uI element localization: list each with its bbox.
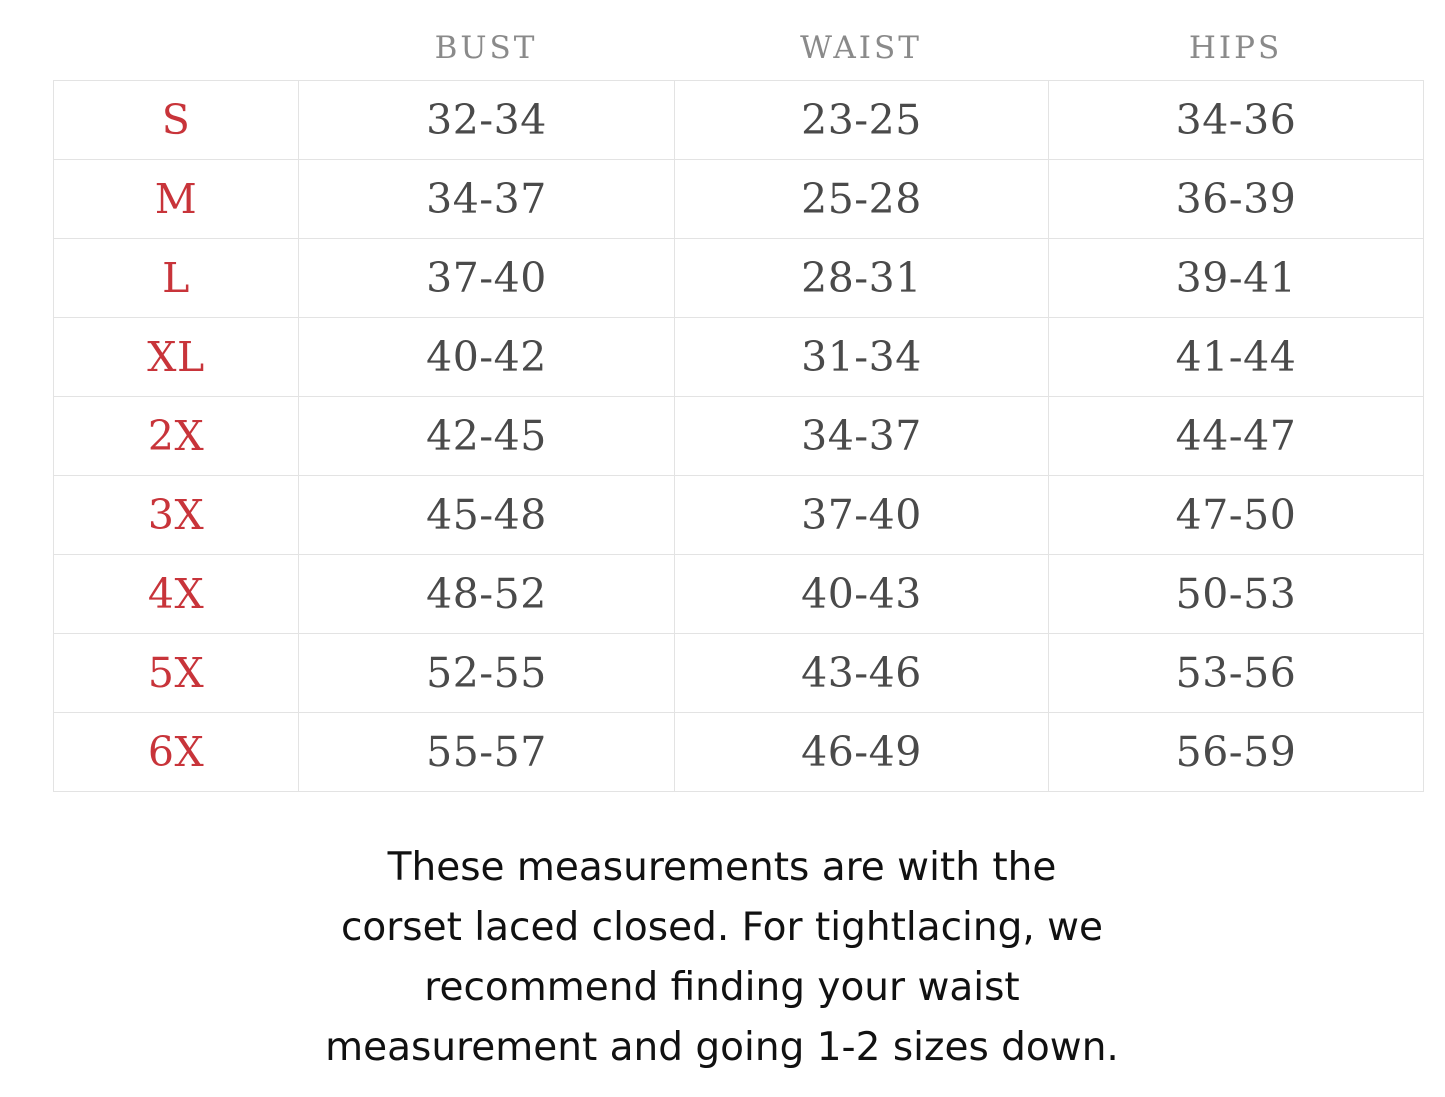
table-row [54,318,1424,397]
table-row [54,81,1424,160]
table-row [54,239,1424,318]
bust-value: 40-42 [299,318,675,397]
waist-value: 28-31 [675,239,1049,318]
size-label: 3X [54,476,299,555]
table-row [54,397,1424,476]
column-headers [0,0,1445,80]
hips-value: 53-56 [1049,634,1424,713]
header-waist: WAIST [800,30,922,66]
size-label: 2X [54,397,299,476]
bust-value: 37-40 [299,239,675,318]
sizing-note [222,838,1222,1078]
size-label: 4X [54,555,299,634]
hips-value: 41-44 [1049,318,1424,397]
size-label: L [54,239,299,318]
hips-value: 47-50 [1049,476,1424,555]
hips-value: 36-39 [1049,160,1424,239]
size-label: 5X [54,634,299,713]
waist-value: 40-43 [675,555,1049,634]
table-row [54,634,1424,713]
size-label: 6X [54,713,299,792]
hips-value: 39-41 [1049,239,1424,318]
note-line: These measurements are with the [387,845,1057,890]
waist-value: 37-40 [675,476,1049,555]
hips-value: 56-59 [1049,713,1424,792]
size-label: XL [54,318,299,397]
table-row [54,555,1424,634]
hips-value: 34-36 [1049,81,1424,160]
bust-value: 34-37 [299,160,675,239]
table-row [54,476,1424,555]
hips-value: 44-47 [1049,397,1424,476]
bust-value: 32-34 [299,81,675,160]
size-label: M [54,160,299,239]
note-line: corset laced closed. For tightlacing, we [340,905,1104,950]
waist-value: 34-37 [675,397,1049,476]
table-row [54,713,1424,792]
bust-value: 42-45 [299,397,675,476]
waist-value: 46-49 [675,713,1049,792]
hips-value: 50-53 [1049,555,1424,634]
note-line: recommend finding your waist [424,965,1020,1010]
bust-value: 55-57 [299,713,675,792]
waist-value: 25-28 [675,160,1049,239]
note-line: measurement and going 1-2 sizes down. [325,1025,1119,1070]
waist-value: 23-25 [675,81,1049,160]
waist-value: 31-34 [675,318,1049,397]
table-row [54,160,1424,239]
bust-value: 45-48 [299,476,675,555]
size-label: S [54,81,299,160]
bust-value: 52-55 [299,634,675,713]
header-bust: BUST [434,30,538,66]
bust-value: 48-52 [299,555,675,634]
waist-value: 43-46 [675,634,1049,713]
header-hips: HIPS [1188,30,1283,66]
size-chart-table [53,80,1424,792]
